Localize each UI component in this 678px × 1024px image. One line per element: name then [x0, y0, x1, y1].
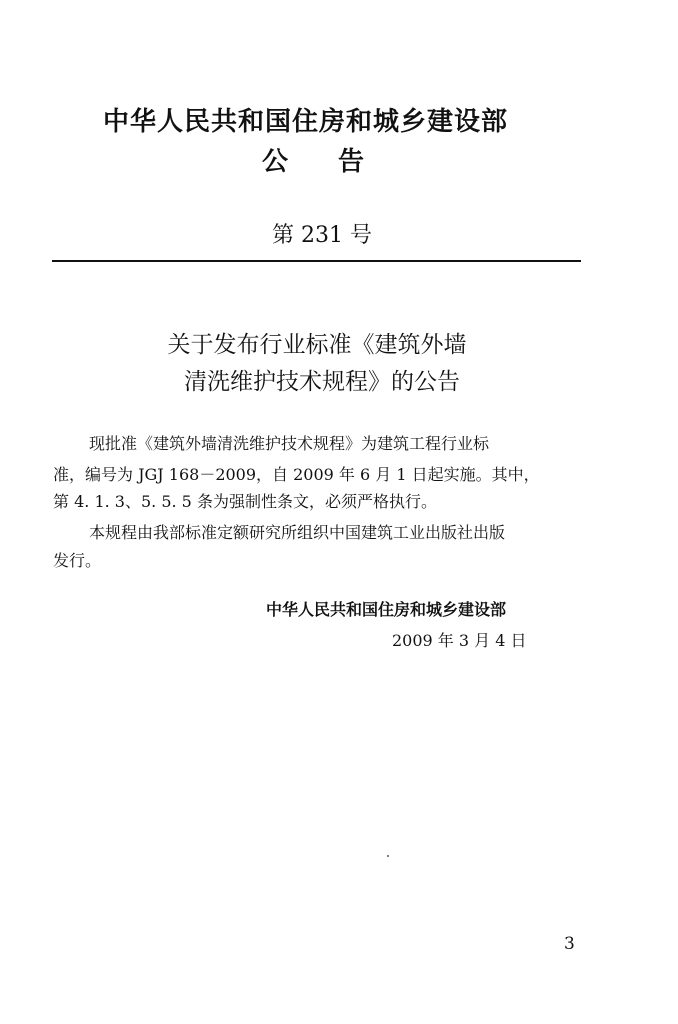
signature-organization: 中华人民共和国住房和城乡建设部 — [266, 600, 507, 619]
ministry-heading: 中华人民共和国住房和城乡建设部 — [103, 107, 509, 137]
announcement-number: 第 231 号 — [272, 223, 372, 248]
announcement-title-line-1: 关于发布行业标准《建筑外墙 — [167, 332, 467, 358]
body-line-3: 第 4. 1. 3、5. 5. 5 条为强制性条文，必须严格执行。 — [53, 492, 437, 511]
body-line-2: 准，编号为 JGJ 168－2009，自 2009 年 6 月 1 日起实施。其中， — [53, 465, 540, 484]
body-line-4: 本规程由我部标准定额研究所组织中国建筑工业出版社出版 — [89, 523, 506, 542]
notice-heading: 公告 — [262, 147, 415, 177]
body-line-1: 现批准《建筑外墙清洗维护技术规程》为建筑工程行业标 — [89, 434, 490, 453]
page-number: 3 — [564, 934, 575, 954]
announcement-title-line-2: 清洗维护技术规程》的公告 — [184, 369, 460, 395]
header-divider — [52, 260, 581, 262]
scan-speck — [387, 855, 389, 857]
body-line-5: 发行。 — [53, 551, 102, 570]
signature-date: 2009 年 3 月 4 日 — [392, 631, 527, 650]
